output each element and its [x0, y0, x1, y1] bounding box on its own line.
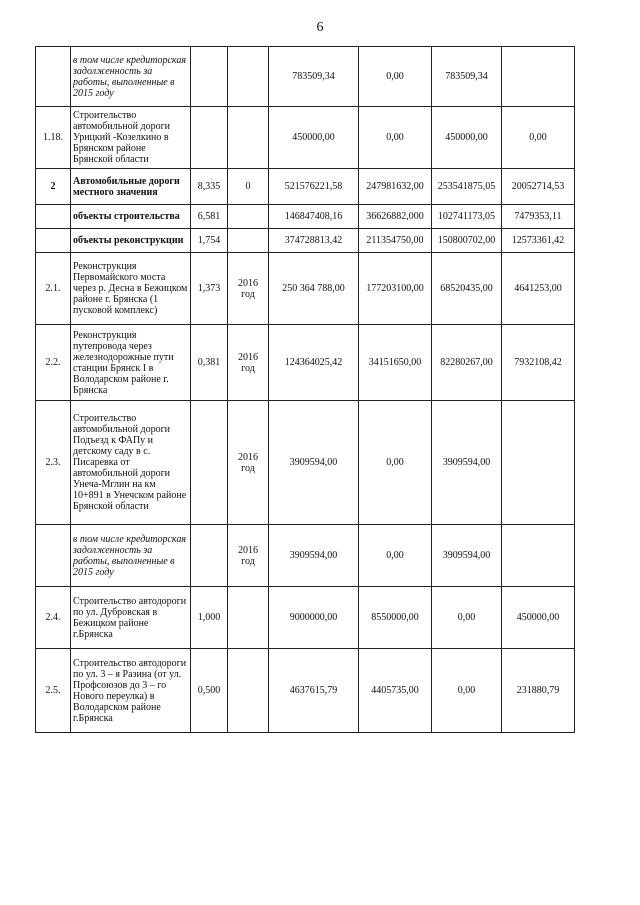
- cell-total: 124364025,42: [269, 325, 359, 401]
- cell-length: 6,581: [191, 205, 228, 229]
- cell-amount-2: 0,00: [432, 649, 502, 733]
- table-row: [36, 47, 575, 107]
- cell-length: 8,335: [191, 169, 228, 205]
- cell-year: 2016 год: [228, 325, 269, 401]
- cell-length: [191, 525, 228, 587]
- budget-table: [35, 46, 575, 733]
- cell-description: Автомобильные дороги местного значения: [71, 169, 191, 205]
- cell-amount-2: 783509,34: [432, 47, 502, 107]
- cell-amount-2: 0,00: [432, 587, 502, 649]
- cell-amount-1: 0,00: [359, 525, 432, 587]
- cell-number: [36, 47, 71, 107]
- cell-number: 2.3.: [36, 401, 71, 525]
- cell-amount-3: [502, 401, 575, 525]
- cell-total: 374728813,42: [269, 229, 359, 253]
- cell-amount-3: 7479353,11: [502, 205, 575, 229]
- table-row: [36, 253, 575, 325]
- cell-amount-2: 450000,00: [432, 107, 502, 169]
- cell-description: Строительство автомобильной дороги Урицкий -Козелкино в Брянском районе Брянской области: [71, 107, 191, 169]
- cell-amount-2: 150800702,00: [432, 229, 502, 253]
- cell-amount-3: [502, 525, 575, 587]
- cell-number: 1.18.: [36, 107, 71, 169]
- cell-year: [228, 229, 269, 253]
- cell-length: 1,000: [191, 587, 228, 649]
- cell-year: 2016 год: [228, 401, 269, 525]
- cell-amount-1: 36626882,000: [359, 205, 432, 229]
- cell-description: в том числе кредиторская задолженность за работы, выполненные в 2015 году: [71, 525, 191, 587]
- page-number: 6: [316, 20, 324, 35]
- table-row: [36, 525, 575, 587]
- cell-amount-1: 4405735,00: [359, 649, 432, 733]
- cell-description: объекты строительства: [71, 205, 191, 229]
- table-row: [36, 401, 575, 525]
- table-row: [36, 649, 575, 733]
- cell-description: объекты реконструкции: [71, 229, 191, 253]
- table-row: [36, 229, 575, 253]
- cell-description: Строительство автодороги по ул. 3 – я Разина (от ул. Профсоюзов до 3 – го Нового переулка) в Володарском районе г.Брянска: [71, 649, 191, 733]
- cell-total: 3909594,00: [269, 525, 359, 587]
- cell-amount-3: 450000,00: [502, 587, 575, 649]
- cell-total: 250 364 788,00: [269, 253, 359, 325]
- cell-number: 2.1.: [36, 253, 71, 325]
- cell-length: 0,500: [191, 649, 228, 733]
- table-row: [36, 205, 575, 229]
- cell-length: [191, 107, 228, 169]
- cell-amount-2: 68520435,00: [432, 253, 502, 325]
- cell-amount-1: 0,00: [359, 401, 432, 525]
- cell-amount-1: 177203100,00: [359, 253, 432, 325]
- cell-amount-3: [502, 47, 575, 107]
- cell-amount-1: 211354750,00: [359, 229, 432, 253]
- cell-amount-3: 7932108,42: [502, 325, 575, 401]
- cell-description: в том числе кредиторская задолженность за работы, выполненные в 2015 году: [71, 47, 191, 107]
- cell-length: 1,373: [191, 253, 228, 325]
- cell-amount-2: 82280267,00: [432, 325, 502, 401]
- cell-number: 2.5.: [36, 649, 71, 733]
- cell-total: 9000000,00: [269, 587, 359, 649]
- cell-number: [36, 205, 71, 229]
- cell-amount-1: 247981632,00: [359, 169, 432, 205]
- cell-number: [36, 525, 71, 587]
- cell-year: [228, 205, 269, 229]
- cell-amount-3: 0,00: [502, 107, 575, 169]
- cell-description: Реконструкция путепровода через железнодорожные пути станции Брянск I в Володарском районе г. Брянска: [71, 325, 191, 401]
- cell-description: Реконструкция Первомайского моста через р. Десна в Бежицком районе г. Брянска (1 пусковой комплекс): [71, 253, 191, 325]
- cell-total: 146847408,16: [269, 205, 359, 229]
- table-body: [36, 47, 575, 733]
- cell-amount-1: 0,00: [359, 107, 432, 169]
- cell-number: 2.2.: [36, 325, 71, 401]
- cell-amount-1: 8550000,00: [359, 587, 432, 649]
- cell-total: 3909594,00: [269, 401, 359, 525]
- cell-amount-3: 231880,79: [502, 649, 575, 733]
- cell-length: 0,381: [191, 325, 228, 401]
- cell-length: [191, 401, 228, 525]
- cell-number: 2: [36, 169, 71, 205]
- cell-year: 2016 год: [228, 253, 269, 325]
- cell-amount-3: 12573361,42: [502, 229, 575, 253]
- cell-length: 1,754: [191, 229, 228, 253]
- table-row: [36, 169, 575, 205]
- cell-year: 2016 год: [228, 525, 269, 587]
- cell-total: 521576221,58: [269, 169, 359, 205]
- cell-amount-3: 4641253,00: [502, 253, 575, 325]
- cell-number: 2.4.: [36, 587, 71, 649]
- cell-amount-1: 34151650,00: [359, 325, 432, 401]
- cell-amount-2: 3909594,00: [432, 525, 502, 587]
- table-row: [36, 107, 575, 169]
- cell-length: [191, 47, 228, 107]
- table-row: [36, 325, 575, 401]
- cell-year: [228, 587, 269, 649]
- cell-total: 4637615,79: [269, 649, 359, 733]
- cell-amount-2: 253541875,05: [432, 169, 502, 205]
- cell-description: Строительство автодороги по ул. Дубровская в Бежицком районе г.Брянска: [71, 587, 191, 649]
- cell-amount-2: 102741173,05: [432, 205, 502, 229]
- cell-amount-1: 0,00: [359, 47, 432, 107]
- cell-total: 450000,00: [269, 107, 359, 169]
- cell-year: [228, 649, 269, 733]
- cell-year: [228, 47, 269, 107]
- cell-year: [228, 107, 269, 169]
- cell-total: 783509,34: [269, 47, 359, 107]
- cell-year: 0: [228, 169, 269, 205]
- cell-amount-2: 3909594,00: [432, 401, 502, 525]
- cell-number: [36, 229, 71, 253]
- table-row: [36, 587, 575, 649]
- cell-amount-3: 20052714,53: [502, 169, 575, 205]
- cell-description: Строительство автомобильной дороги Подъезд к ФАПу и детскому саду в с. Писаревка от автомобильной дороги Унеча-Мглин на км 10+891 в Унечском районе Брянской области: [71, 401, 191, 525]
